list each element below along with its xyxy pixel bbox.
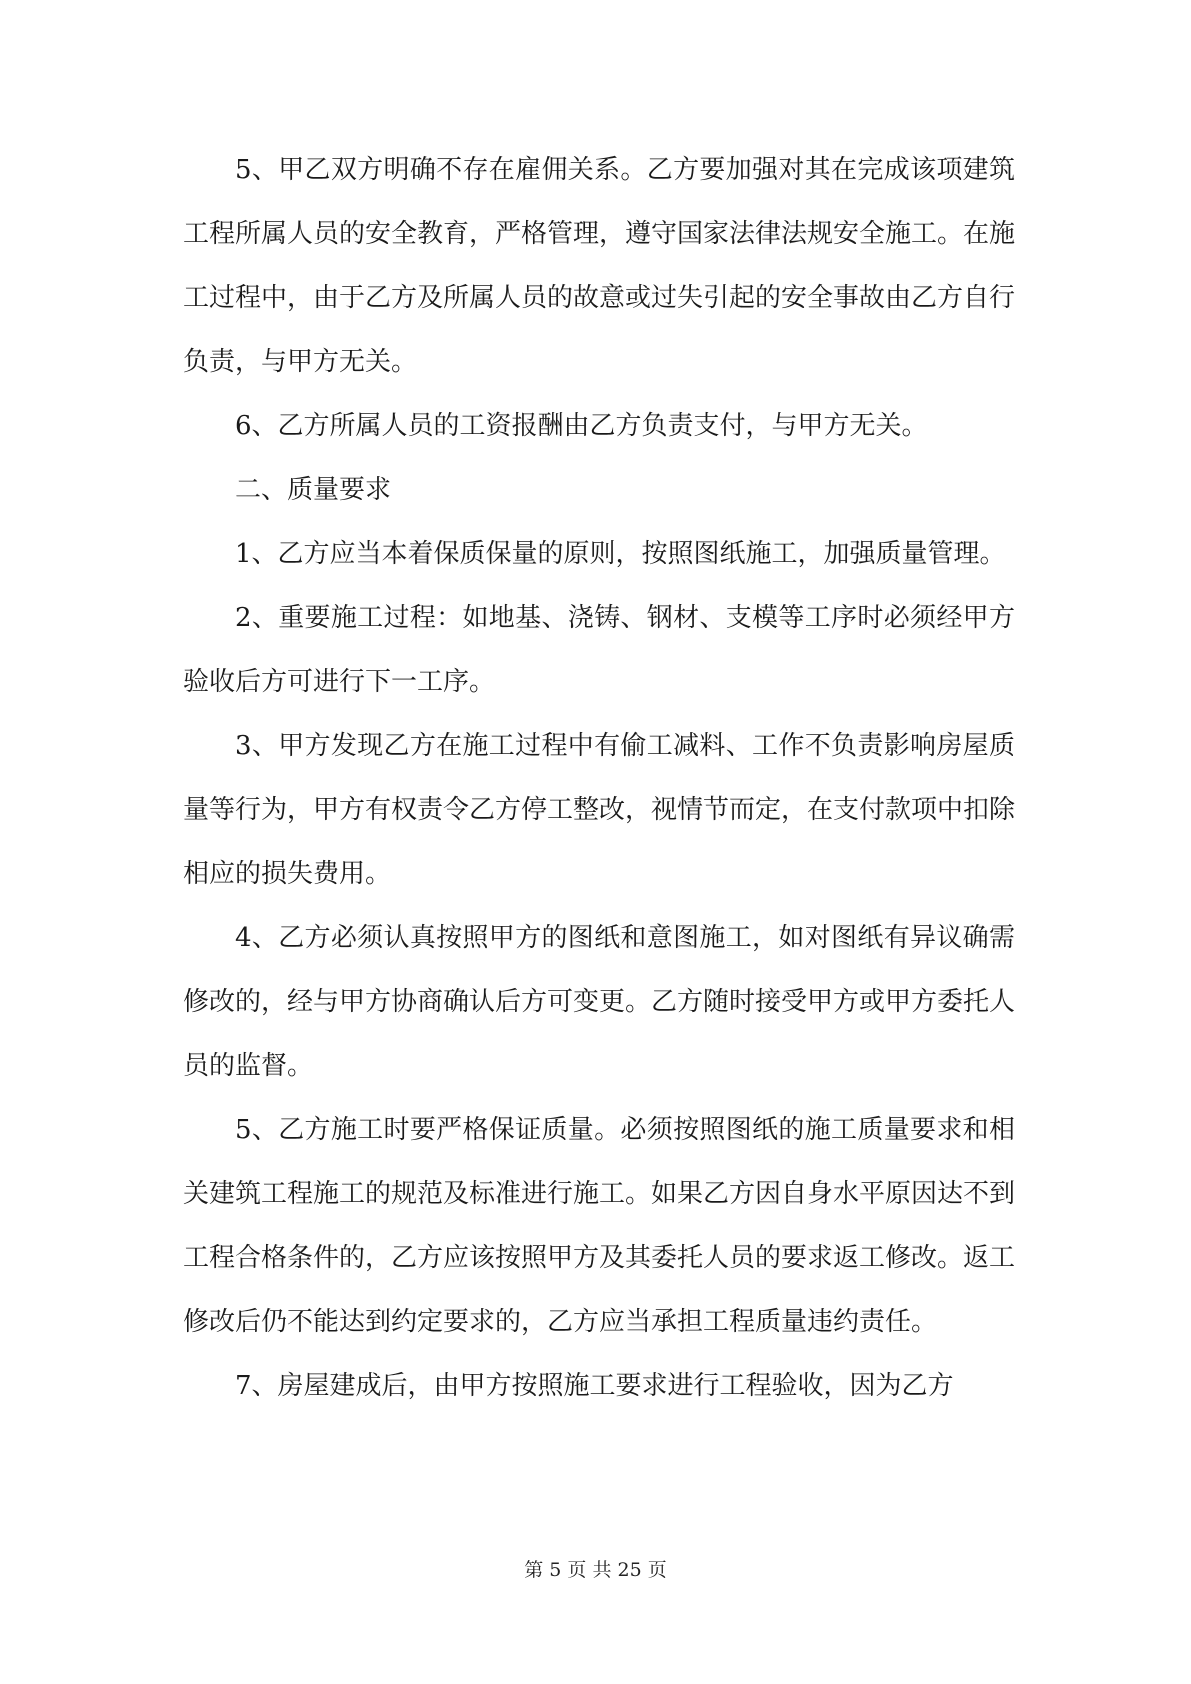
paragraph-drawings-compliance: 4、乙方必须认真按照甲方的图纸和意图施工，如对图纸有异议确需修改的，经与甲方协商确认后方可变更。乙方随时接受甲方或甲方委托人员的监督。 xyxy=(183,923,1016,1081)
document-body xyxy=(183,138,1015,1418)
paragraph-employment-relation: 5、甲乙双方明确不存在雇佣关系。乙方要加强对其在完成该项建筑工程所属人员的安全教育，严格管理，遵守国家法律法规安全施工。在施工过程中，由于乙方及所属人员的故意或过失引起的安全事故由乙方自行负责，与甲方无关。 xyxy=(183,155,1016,377)
paragraph-quality-assurance: 5、乙方施工时要严格保证质量。必须按照图纸的施工质量要求和相关建筑工程施工的规范及标准进行施工。如果乙方因自身水平原因达不到工程合格条件的，乙方应该按照甲方及其委托人员的要求返工修改。返工修改后仍不能达到约定要求的，乙方应当承担工程质量违约责任。 xyxy=(183,1115,1016,1337)
paragraph-key-processes: 2、重要施工过程：如地基、浇铸、钢材、支模等工序时必须经甲方验收后方可进行下一工序。 xyxy=(183,603,1015,697)
paragraph-rectification: 3、甲方发现乙方在施工过程中有偷工减料、工作不负责影响房屋质量等行为，甲方有权责令乙方停工整改，视情节而定，在支付款项中扣除相应的损失费用。 xyxy=(183,731,1016,889)
section-heading-quality: 二、质量要求 xyxy=(235,475,392,505)
page-number-footer: 第 5 页 共 25 页 xyxy=(524,1559,667,1581)
paragraph-quality-principle: 1、乙方应当本着保质保量的原则，按照图纸施工，加强质量管理。 xyxy=(235,539,1006,569)
paragraph-wages: 6、乙方所属人员的工资报酬由乙方负责支付，与甲方无关。 xyxy=(235,411,928,441)
paragraph-acceptance: 7、房屋建成后，由甲方按照施工要求进行工程验收，因为乙方 xyxy=(235,1371,954,1401)
